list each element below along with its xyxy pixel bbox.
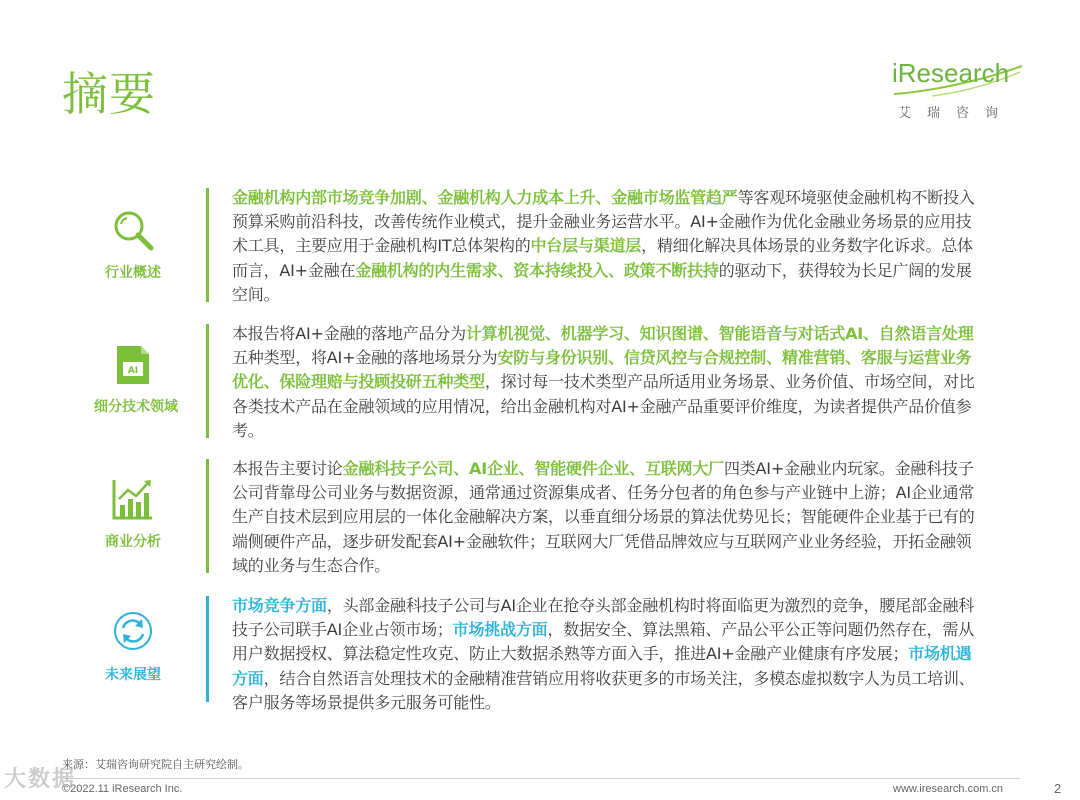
section-body	[232, 186, 984, 307]
bar-chart-icon	[111, 477, 155, 521]
section-label: 细分技术领域	[94, 399, 178, 415]
magnifier-icon	[107, 208, 159, 252]
body-text: 四类AI+金融业内玩家。金融科技子公司背靠母公司业务与数据资源，通常通过资源集成者、任务分包者的角色参与产业链中上游；AI企业通常生产自技术层到应用层的一体化金融解决方案，以垂直细分场景的算法优势见长；智能硬件企业基于已有的端侧硬件产品，逐步研发配套AI+金融软件；互联网大厂凭借品牌效应与互联网产业业务经验，开拓金融领域的业务与生态合作。	[232, 459, 975, 575]
section-divider	[206, 459, 209, 573]
section-label: 商业分析	[105, 534, 161, 550]
highlight-text: 金融机构内部市场竞争加剧、金融机构人力成本上升、金融市场监管趋严	[232, 188, 738, 207]
body-text: 五种类型，将AI+金融的落地场景分为	[232, 348, 498, 368]
highlight-text: 市场机遇方面	[232, 644, 972, 688]
footer-copyright: ©2022.11 iResearch Inc.	[62, 783, 183, 795]
section-label: 未来展望	[105, 667, 161, 683]
ai-document-icon	[113, 344, 153, 386]
body-text: ，结合自然语言处理技术的金融精准营销应用将收获更多的市场关注，多模态虚拟数字人为员工培训、客户服务等场景提供多元服务可能性。	[232, 668, 975, 712]
highlight-text: 金融机构的内生需求、资本持续投入、政策不断扶持	[355, 260, 719, 280]
highlight-text: 金融科技子公司、AI企业、智能硬件企业、互联网大厂	[342, 459, 724, 478]
footer-divider	[62, 778, 1020, 779]
rotate-arrows-icon	[110, 608, 156, 654]
page-number: 2	[1054, 781, 1062, 796]
highlight-text: 市场挑战方面	[452, 620, 548, 640]
highlight-text: 计算机视觉、机器学习、知识图谱、智能语音与对话式AI、自然语言处理	[465, 324, 974, 343]
body-text: 的驱动下，获得较为长足广阔的发展空间。	[232, 260, 972, 304]
section-body	[232, 322, 984, 443]
section-body	[232, 457, 984, 578]
highlight-text: 安防与身份识别、信贷风控与合规控制、精准营销、客服与运营业务优化、保险理赔与投顾投研五种类型	[232, 348, 972, 392]
section-divider	[206, 324, 209, 438]
watermark: 大数据	[4, 767, 77, 792]
body-text: 等客观环境驱使金融机构不断投入预算采购前沿科技，改善传统作业模式，提升金融业务运营水平。AI+金融作为优化金融业务场景的应用技术工具，主要应用于金融机构IT总体架构的	[232, 188, 975, 256]
svg-text:AI: AI	[127, 366, 139, 376]
iresearch-logo	[892, 58, 1032, 122]
logo-wordmark: iResearch	[892, 58, 1010, 88]
highlight-text: 市场竞争方面	[232, 596, 327, 615]
body-text: 本报告主要讨论	[232, 459, 343, 478]
section-divider	[206, 596, 209, 702]
body-text: ，精细化解决具体场景的业务数字化诉求。总体而言，AI+金融在	[232, 236, 973, 280]
highlight-text: 中台层与渠道层	[530, 236, 642, 256]
footer-source: 来源：艾瑞咨询研究院自主研究绘制。	[62, 758, 249, 771]
section-label: 行业概述	[105, 265, 161, 281]
section-divider	[206, 188, 209, 302]
logo-subtitle: 艾瑞咨询	[898, 106, 1015, 121]
section-body	[232, 594, 984, 715]
footer-url[interactable]: www.iresearch.com.cn	[893, 783, 1004, 795]
page-title: 摘要	[62, 67, 156, 121]
body-text: 本报告将AI+金融的落地产品分为	[232, 324, 466, 343]
body-text: ，探讨每一技术类型产品所适用业务场景、业务价值、市场空间，对比各类技术产品在金融领域的应用情况，给出金融机构对AI+金融产品重要评价维度，为读者提供产品价值参考。	[232, 372, 975, 440]
body-text: ，数据安全、算法黑箱、产品公平公正等问题仍然存在，需从用户数据授权、算法稳定性攻克、防止大数据杀熟等方面入手，推进AI+金融产业健康有序发展；	[232, 620, 975, 664]
body-text: ，头部金融科技子公司与AI企业在抢夺头部金融机构时将面临更为激烈的竞争，腰尾部金融科技子公司联手AI企业占领市场；	[232, 596, 975, 640]
